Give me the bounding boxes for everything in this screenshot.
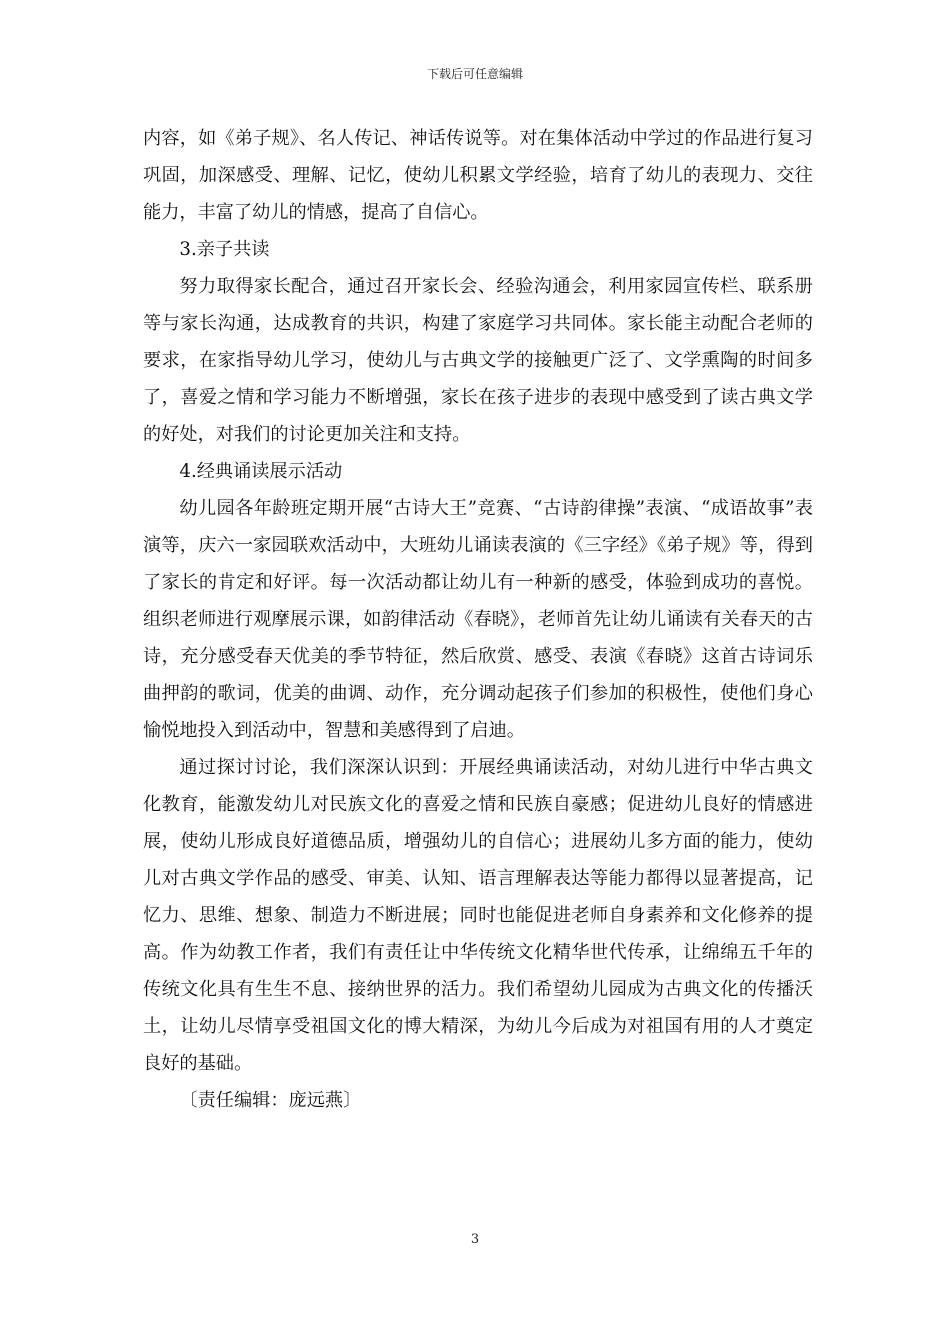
- paragraph-classic-recitation: 幼儿园各年龄班定期开展“古诗大王”竞赛、“古诗韵律操”表演、“成语故事”表演等，庆六一家园联欢活动中，大班幼儿诵读表演的《三字经》《弟子规》等，得到了家长的肯定和好评。每一次活动都让幼儿有一种新的感受，体验到成功的喜悦。组织老师进行观摩展示课，如韵律活动《春晓》，老师首先让幼儿诵读有关春天的古诗，充分感受春天优美的季节特征，然后欣赏、感受、表演《春晓》这首古诗词乐曲押韵的歌词，优美的曲调、动作，充分调动起孩子们参加的积极性，使他们身心愉悦地投入到活动中，智慧和美感得到了启迪。: [143, 498, 813, 741]
- document-body: [143, 120, 813, 1119]
- editor-credit: 〔责任编辑：庞远燕〕: [179, 1090, 362, 1111]
- paragraph-parent-child-reading: 努力取得家长配合，通过召开家长会、经验沟通会，利用家园宣传栏、联系册等与家长沟通，达成教育的共识，构建了家庭学习共同体。家长能主动配合老师的要求，在家指导幼儿学习，使幼儿与古典文学的接触更广泛了、文学熏陶的时间多了，喜爱之情和学习能力不断增强，家长在孩子进步的表现中感受到了读古典文学的好处，对我们的讨论更加关注和支持。: [143, 276, 813, 445]
- page-header: 下载后可任意编辑: [426, 67, 523, 81]
- section-heading-parent-child-reading: 3.亲子共读: [179, 239, 270, 260]
- paragraph-continuation: 内容，如《弟子规》、名人传记、神话传说等。对在集体活动中学过的作品进行复习巩固，加深感受、理解、记忆，使幼儿积累文学经验，培育了幼儿的表现力、交往能力，丰富了幼儿的情感，提高了自信心。: [143, 128, 813, 223]
- section-heading-classic-recitation: 4.经典诵读展示活动: [179, 461, 343, 482]
- page-number: 3: [470, 1232, 480, 1247]
- paragraph-conclusion: 通过探讨讨论，我们深深认识到：开展经典诵读活动，对幼儿进行中华古典文化教育，能激发幼儿对民族文化的喜爱之情和民族自豪感；促进幼儿良好的情感进展，使幼儿形成良好道德品质，增强幼儿的自信心；进展幼儿多方面的能力，使幼儿对古典文学作品的感受、审美、认知、语言理解表达等能力都得以显著提高，记忆力、思维、想象、制造力不断进展；同时也能促进老师自身素养和文化修养的提高。作为幼教工作者，我们有责任让中华传统文化精华世代传承，让绵绵五千年的传统文化具有生生不息、接纳世界的活力。我们希望幼儿园成为古典文化的传播沃土，让幼儿尽情享受祖国文化的博大精深，为幼儿今后成为对祖国有用的人才奠定良好的基础。: [143, 757, 813, 1074]
